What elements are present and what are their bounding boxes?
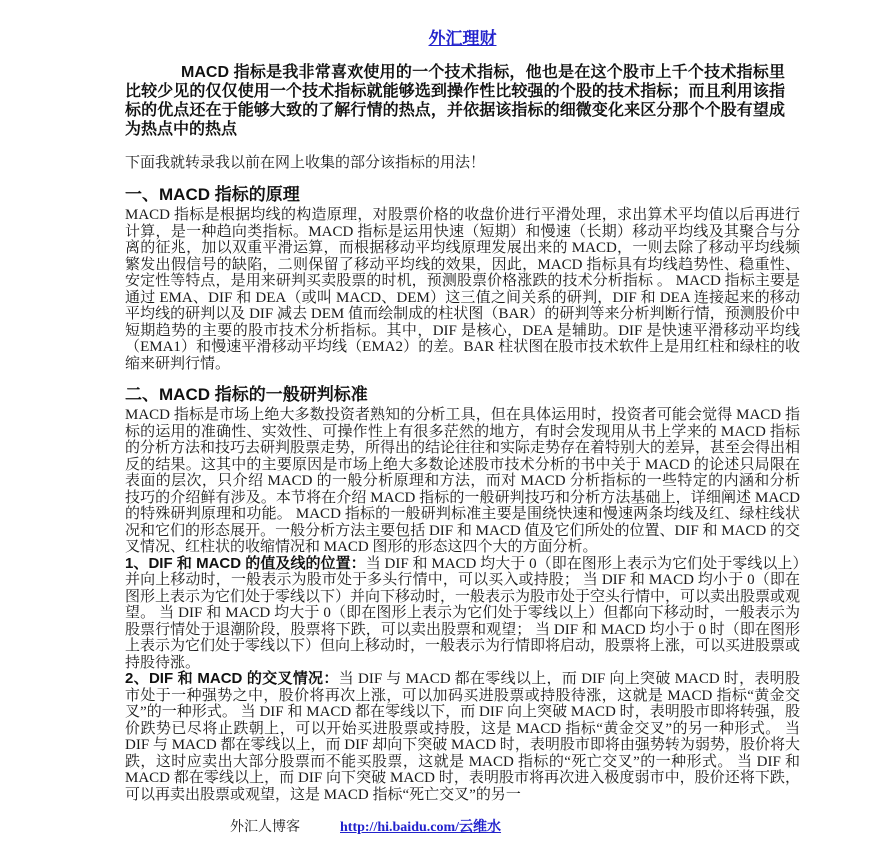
- transcription-note: 下面我就转录我以前在网上收集的部分该指标的用法！: [125, 155, 486, 171]
- point-1-text: 当 DIF 和 MACD 均大于 0（即在图形上表示为它们处于零线以上）并向上移动时，一般表示为股市处于多头行情中，可以买入或持股； 当 DIF 和 MACD 均小于 0（即在图形上表示为它们处于零线以下）并向下移动时，一般表示为股市处于空头行情中，可以卖出股票或观望。 当 DIF 和 MACD 均大于 0（即在图形上表示为它们处于零线以上）但都向下移动时，一般表示为股票行情处于退潮阶段，股票将下跌，可以卖出股票和观望； 当 DIF 和 MACD 均小于 0 时（即在图形上表示为它们处于零线以下）但向上移动时，一般表示为行情即将启动，股票将上涨，可以买进股票或持股待涨。: [125, 555, 801, 671]
- title-link[interactable]: 外汇理财: [428, 29, 497, 48]
- document-content: [125, 24, 800, 836]
- point-1: [125, 556, 800, 672]
- blog-label: 外汇人博客: [230, 820, 300, 835]
- section-2-heading: 二、MACD 指标的一般研判标准: [125, 385, 368, 404]
- point-1-label: 1、DIF 和 MACD 的值及线的位置：: [125, 554, 366, 572]
- point-2-text: 当 DIF 与 MACD 都在零线以上，而 DIF 向上突破 MACD 时，表明股市处于一种强势之中，股价将再次上涨，可以加码买进股票或持股待涨，这就是 MACD 指标“黄金交叉”的一种形式。 当 DIF 和 MACD 都在零线以下，而 DIF 向上突破 MACD 时，表明股市即将转强，股价跌势已尽将止跌朝上，可以开始买进股票或持股，这是 MACD 指标“黄金交叉”的另一种形式。 当 DIF 与 MACD 都在零线以上，而 DIF 却向下突破 MACD 时，表明股市即将由强势转为弱势，股价将大跌，这时应卖出大部分股票而不能买股票，这就是 MACD 指标的“死亡交叉”的一种形式。 当 DIF 和 MACD 都在零线以上，而 DIF 向下突破 MACD 时，表明股市将再次进入极度弱市中，股价还将下跌，可以再卖出股票或观望，这是 MACD 指标“死亡交叉”的另一: [125, 671, 800, 803]
- section-1-body: MACD 指标是根据均线的构造原理，对股票价格的收盘价进行平滑处理，求出算术平均值以后再进行计算，是一种趋向类指标。MACD 指标是运用快速（短期）和慢速（长期）移动平均线及其聚合与分离的征兆，加以双重平滑运算，而根据移动平均线原理发展出来的 MACD，一则去除了移动平均线频繁发出假信号的缺陷，二则保留了移动平均线的效果，因此，MACD 指标具有均线趋势性、稳重性、安定性等特点，是用来研判买卖股票的时机，预测股票价格涨跌的技术分析指标 。 MACD 指标主要是通过 EMA、DIF 和 DEA（或叫 MACD、DEM）这三值之间关系的研判，DIF 和 DEA 连接起来的移动平均线的研判以及 DIF 减去 DEM 值而绘制成的柱状图（BAR）的研判等来分析判断行情，预测股价中短期趋势的主要的股市技术分析指标。其中，DIF 是核心，DEA 是辅助。DIF 是快速平滑移动平均线（EMA1）和慢速平滑移动平均线（EMA2）的差。BAR 柱状图在股市技术软件上是用红柱和绿柱的收缩来研判行情。: [125, 207, 800, 372]
- blog-link[interactable]: http://hi.baidu.com/云维水: [340, 820, 502, 835]
- intro-paragraph: MACD 指标是我非常喜欢使用的一个技术指标，他也是在这个股市上千个技术指标里比较少见的仅仅使用一个技术指标就能够选到操作性比较强的个股的技术指标；而且利用该指标的优点还在于能够大致的了解行情的热点，并依据该指标的细微变化来区分那个个股有望成为热点中的热点: [125, 64, 785, 138]
- section-1-heading: 一、MACD 指标的原理: [125, 185, 300, 204]
- page-title: [125, 24, 800, 49]
- point-2: [125, 671, 800, 803]
- point-2-label: 2、DIF 和 MACD 的交叉情况：: [125, 670, 339, 687]
- page-footer: [125, 819, 800, 836]
- section-2-body: MACD 指标是市场上绝大多数投资者熟知的分析工具，但在具体运用时，投资者可能会觉得 MACD 指标的运用的准确性、实效性、可操作性上有很多茫然的地方，有时会发现用从书上学来的 MACD 指标的分析方法和技巧去研判股票走势，所得出的结论往往和实际走势存在着特别大的差异，甚至会得出相反的结果。这其中的主要原因是市场上绝大多数论述股市技术分析的书中关于 MACD 的论述只局限在表面的层次，只介绍 MACD 的一般分析原理和方法，而对 MACD 分析指标的一些特定的内涵和分析技巧的介绍鲜有涉及。本节将在介绍 MACD 指标的一般研判技巧和分析方法基础上，详细阐述 MACD 的特殊研判原理和功能。 MACD 指标的一般研判标准主要是围绕快速和慢速两条均线及红、绿柱线状况和它们的形态展开。一般分析方法主要包括 DIF 和 MACD 值及它们所处的位置、DIF 和 MACD 的交叉情况、红柱状的收缩情况和 MACD 图形的形态这四个大的方面分析。: [125, 407, 801, 555]
